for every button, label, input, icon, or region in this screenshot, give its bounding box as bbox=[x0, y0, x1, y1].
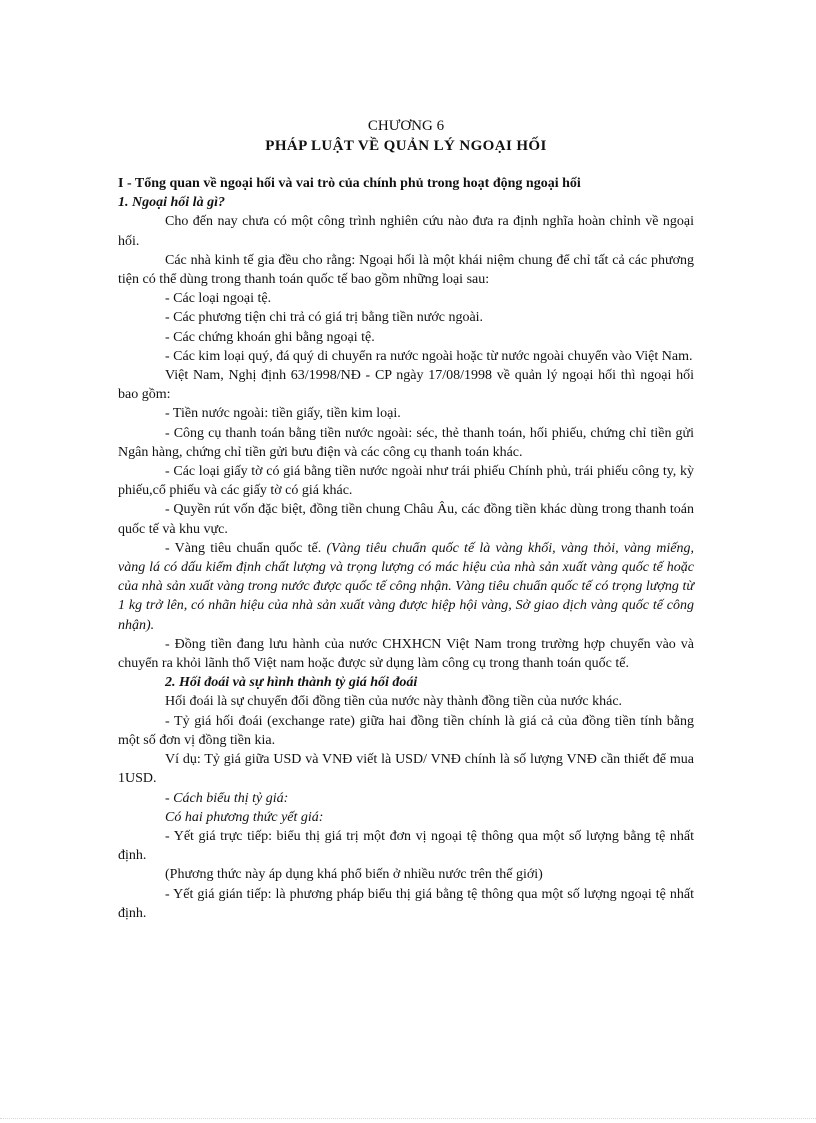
subsection-heading-2: 2. Hối đoái và sự hình thành tỷ giá hối đoái bbox=[165, 675, 418, 691]
list-item: - Các phương tiện chi trả có giá trị bằng tiền nước ngoài. bbox=[165, 310, 484, 326]
paragraph: - Yết giá gián tiếp: là phương pháp biểu thị giá bằng tệ thông qua một số lượng ngoại tệ nhất định. bbox=[118, 886, 694, 921]
italic-line: - Cách biểu thị tỷ giá: bbox=[165, 790, 289, 806]
italic-line: Có hai phương thức yết giá: bbox=[165, 809, 324, 825]
paragraph: Các nhà kinh tế gia đều cho rằng: Ngoại hối là một khái niệm chung để chỉ tất cả các phương tiện có thể dùng trong thanh toán quốc tế bao gồm những loại sau: bbox=[118, 252, 694, 288]
gold-lead: - Vàng tiêu chuẩn quốc tế. bbox=[165, 540, 322, 556]
paragraph: - Tỷ giá hối đoái (exchange rate) giữa hai đồng tiền chính là giá cả của đồng tiền tính bằng một số đơn vị đồng tiền kia. bbox=[118, 713, 694, 748]
paragraph: Việt Nam, Nghị định 63/1998/NĐ - CP ngày 17/08/1998 về quản lý ngoại hối thì ngoại hối bao gồm: bbox=[118, 368, 694, 403]
list-item: - Các kim loại quý, đá quý di chuyển ra nước ngoài hoặc từ nước ngoài chuyển vào Việt Nam. bbox=[165, 348, 693, 364]
paragraph: Ví dụ: Tỷ giá giữa USD và VNĐ viết là USD/ VNĐ chính là số lượng VNĐ cần thiết để mua 1USD. bbox=[118, 752, 694, 787]
paragraph: Cho đến nay chưa có một công trình nghiên cứu nào đưa ra định nghĩa hoàn chỉnh về ngoại hối. bbox=[118, 214, 694, 249]
list-item: - Công cụ thanh toán bằng tiền nước ngoài: séc, thẻ thanh toán, hối phiếu, chứng chỉ tiền gửi Ngân hàng, chứng chỉ tiền gửi bưu điện và các công cụ thanh toán khác. bbox=[118, 425, 694, 460]
paragraph: Hối đoái là sự chuyển đổi đồng tiền của nước này thành đồng tiền của nước khác. bbox=[165, 694, 623, 710]
list-item: - Quyền rút vốn đặc biệt, đồng tiền chung Châu Âu, các đồng tiền khác dùng trong thanh toán quốc tế và khu vực. bbox=[118, 502, 694, 537]
list-item-gold bbox=[118, 539, 694, 635]
chapter-name: PHÁP LUẬT VỀ QUẢN LÝ NGOẠI HỐI bbox=[265, 138, 547, 154]
gold-definition: (Vàng tiêu chuẩn quốc tế là vàng khối, vàng thỏi, vàng miếng, vàng lá có dấu kiểm định chất lượng và trọng lượng có mác hiệu của nhà sản xuất vàng quốc tế hoặc của nhà sản xuất vàng trong nước được quốc tế công nhận. Vàng tiêu chuẩn quốc tế có trọng lượng từ 1 kg trở lên, có nhãn hiệu của nhà sản xuất vàng được hiệp hội vàng, Sở giao dịch vàng quốc tế công nhận). bbox=[118, 540, 694, 633]
list-item: - Đồng tiền đang lưu hành của nước CHXHCN Việt Nam trong trường hợp chuyển vào và chuyển ra khỏi lãnh thổ Việt nam hoặc được sử dụng làm công cụ trong thanh toán quốc tế. bbox=[118, 636, 694, 672]
document-page bbox=[118, 116, 694, 923]
list-item: - Tiền nước ngoài: tiền giấy, tiền kim loại. bbox=[165, 406, 401, 422]
chapter-number: CHƯƠNG 6 bbox=[367, 118, 445, 134]
list-item: - Các loại ngoại tệ. bbox=[165, 291, 272, 307]
subsection-heading-1: 1. Ngoại hối là gì? bbox=[118, 195, 225, 211]
paragraph: (Phương thức này áp dụng khá phổ biến ở nhiều nước trên thế giới) bbox=[165, 867, 543, 883]
chapter-title bbox=[118, 116, 694, 156]
page-bottom-divider bbox=[0, 1118, 816, 1119]
section-heading: I - Tổng quan về ngoại hối và vai trò của chính phủ trong hoạt động ngoại hối bbox=[118, 176, 581, 191]
paragraph: - Yết giá trực tiếp: biểu thị giá trị một đơn vị ngoại tệ thông qua một số lượng bằng tệ nhất định. bbox=[118, 828, 694, 864]
list-item: - Các chứng khoán ghi bằng ngoại tệ. bbox=[165, 329, 375, 345]
list-item: - Các loại giấy tờ có giá bằng tiền nước ngoài như trái phiếu Chính phủ, trái phiếu công ty, kỳ phiếu,cổ phiếu và các giấy tờ có giá khác. bbox=[118, 464, 694, 499]
